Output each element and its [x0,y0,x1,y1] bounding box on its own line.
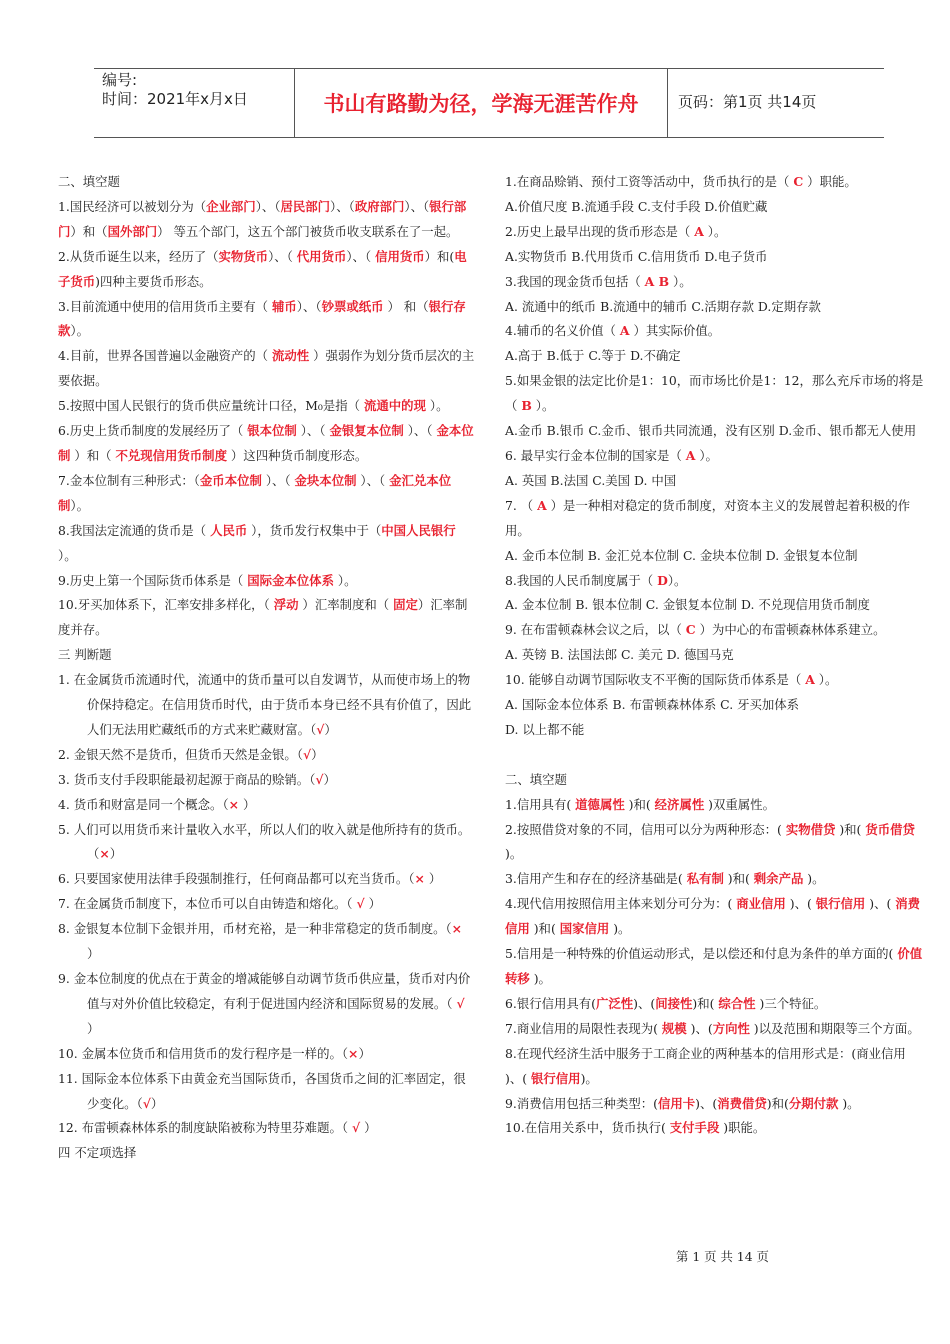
text-line: 9.历史上第一个国际货币体系是（ 国际金本位体系 ）。 [58,572,357,588]
text-line: 7.金本位制有三种形式：（金币本位制 ）、（ 金块本位制 ）、（ 金汇兑本位制）。 [58,472,452,513]
answer: A [619,323,630,339]
answer: √ [351,1120,361,1136]
text-line: 7. （ A ）是一种相对稳定的货币制度，对资本主义的发展曾起着积极的作用。 [505,497,910,538]
answer: √ [356,896,365,912]
answer: 国外部门 [107,223,158,239]
answer: √ [456,995,465,1011]
text-line: 3.我国的现金货币包括（ A B ）。 [505,273,692,289]
text-line: 9. 在布雷顿森林会议之后，以（ C ）为中心的布雷顿森林体系建立。 [505,622,886,638]
answer: 居民部门 [280,198,331,214]
answer: A [685,447,696,463]
answer: 剩余产品 [753,871,804,887]
answer: 经济属性 [654,796,705,812]
text-line: 2.从货币诞生以来，经历了（实物货币）、（ 代用货币）、（ 信用货币）和(电子货币)四种主要货币形态。 [58,248,467,289]
text-line: A.实物货币 B.代用货币 C.信用货币 D.电子货币 [505,248,768,264]
text-line: 三 判断题 [58,647,112,663]
text-line: 4. 货币和财富是同一个概念。（× ） [58,796,256,812]
text-line: 1.信用具有( 道德属性 )和( 经济属性 )双重属性。 [505,796,775,812]
header-motto: 书山有路勤为径，学海无涯苦作舟 [294,69,668,137]
page-header [94,68,884,138]
text-line: 5. 人们可以用货币来计量收入水平，所以人们的收入就是他所持有的货币。（×） [58,821,471,862]
text-line: 1.国民经济可以被划分为（企业部门）、（居民部门）、（政府部门）、（银行部门）和（国外部门） 等五个部门，这五个部门被货币收支联系在了一起。 [58,198,467,239]
text-line: D. 以上都不能 [505,721,585,737]
text-line: 6. 最早实行金本位制的国家是（ A ）。 [505,447,718,463]
text-line: A. 英国 B.法国 C.美国 D. 中国 [505,472,677,488]
answer: 规模 [661,1020,687,1036]
answer: √ [302,746,312,762]
text-line: 9.消费信用包括三种类型：(信用卡)、(消费借贷)和(分期付款 )。 [505,1095,860,1111]
header-page-info: 页码：第1页 共14页 [678,93,817,111]
text-line: 2.历史上最早出现的货币形态是（ A ）。 [505,223,727,239]
answer: 信用卡 [657,1095,696,1111]
text-line: 6. 只要国家使用法律手段强制推行，任何商品都可以充当货币。（× ） [58,871,442,887]
answer: 综合性 [718,995,756,1011]
text-line: A. 流通中的纸币 B.流通中的辅币 C.活期存款 D.定期存款 [505,298,821,314]
answer: × [228,796,240,812]
answer: × [348,1045,359,1061]
answer: C [685,622,696,638]
answer: 企业部门 [206,198,256,214]
answer: 实物货币 [218,248,269,264]
blank-line [505,743,925,768]
answer: 浮动 [273,597,299,613]
answer: × [414,871,425,887]
text-line: 8.我国法定流通的货币是（ 人民币 ），货币发行权集中于（中国人民银行 ）。 [58,522,456,563]
answer: 银行信用 [815,896,866,912]
answer: 金本位制 [58,423,474,463]
text-line: 5.如果金银的法定比价是1：10，而市场比价是1：12，那么充斥市场的将是（ B ）。 [505,373,924,414]
text-line: A.高于 B.低于 C.等于 D.不确定 [505,348,681,364]
answer: 价值转移 [505,946,923,986]
answer: √ [316,721,325,737]
text-line: 4.目前，世界各国普遍以金融资产的（ 流动性 ）强弱作为划分货币层次的主要依据。 [58,348,475,389]
text-line: 10.在信用关系中，货币执行( 支付手段 )职能。 [505,1120,766,1136]
text-line: 二、填空题 [505,771,567,787]
answer: A [537,497,547,513]
answer: 金币本位制 [199,472,262,488]
answer: √ [315,771,324,787]
answer: 信用货币 [375,248,425,264]
answer: 辅币 [272,298,297,314]
text-line: 2. 金银天然不是货币，但货币天然是金银。（√） [58,746,324,762]
text-line: 7.商业信用的局限性表现为( 规模 )、(方向性 )以及范围和期限等三个方面。 [505,1020,920,1036]
answer: 银行信用 [531,1070,581,1086]
text-line: 二、填空题 [58,174,120,189]
text-line: 1. 在金属货币流通时代，流通中的货币量可以自发调节，从而使市场上的物价保持稳定。在信用货币时代，由于货币本身已经不具有价值了，因此人们无法用贮藏纸币的方式来贮藏财富。（√） [58,672,472,737]
text-line: 10. 能够自动调节国际收支不平衡的国际货币体系是（ A ）。 [505,672,838,688]
answer: 不兑现信用货币制度 [115,447,227,463]
answer: 消费借贷 [717,1095,767,1111]
answer: 固定 [393,597,418,613]
answer: 广泛性 [596,995,634,1011]
answer: 流动性 [272,348,310,364]
left-column [58,170,476,1166]
text-line: 4.辅币的名义价值（ A ）其实际价值。 [505,323,721,339]
answer: × [99,846,110,862]
answer: C [793,174,804,189]
answer: 银行部门 [58,198,467,239]
text-line: 3.信用产生和存在的经济基础是( 私有制 )和( 剩余产品 )。 [505,871,825,887]
text-line: 6.历史上货币制度的发展经历了（ 银本位制 ）、（ 金银复本位制 ）、（ 金本位制 ）和（ 不兑现信用货币制度 ）这四种货币制度形态。 [58,423,474,463]
answer: 金汇兑本位制 [58,472,452,513]
answer: A [694,223,704,239]
text-line: A.金币 B.银币 C.金币、银币共同流通，没有区别 D.金币、银币都无人使用 [505,423,917,439]
text-line: 四 不定项选择 [58,1145,137,1161]
answer: 方向性 [712,1020,750,1036]
answer: 消费信用 [505,896,921,937]
answer: 实物借贷 [785,821,836,837]
answer: 代用货币 [296,248,347,264]
text-line: 11. 国际金本位体系下由黄金充当国际货币，各国货币之间的汇率固定，很少变化。（√） [58,1070,466,1111]
answer: A [805,672,815,688]
answer: 人民币 [210,522,248,538]
answer: 道德属性 [575,796,625,812]
answer: 私有制 [686,871,724,887]
answer: 间接性 [655,995,693,1011]
answer: 钞票或纸币 [321,298,384,314]
answer: D [657,572,668,588]
answer: 流通中的现 [364,398,426,414]
answer: 国际金本位体系 [247,572,334,588]
text-line: 12. 布雷顿森林体系的制度缺陷被称为特里芬难题。（ √ ） [58,1120,377,1136]
answer: 政府部门 [354,198,405,214]
text-line: 6.银行信用具有(广泛性)、(间接性)和( 综合性 )三个特征。 [505,995,827,1011]
answer: 金块本位制 [294,472,357,488]
text-line: 5.信用是一种特殊的价值运动形式，是以偿还和付息为条件的单方面的( 价值转移 )。 [505,946,923,986]
answer: 中国人民银行 [381,522,456,538]
text-line: 2.按照借贷对象的不同，信用可以分为两种形态：( 实物借贷 )和( 货币借贷 )。 [505,821,915,862]
text-line: 10.牙买加体系下，汇率安排多样化，（ 浮动 ）汇率制度和（ 固定）汇率制度并存。 [58,597,468,638]
text-line: A. 国际金本位体系 B. 布雷顿森林体系 C. 牙买加体系 [505,697,800,713]
text-line: 10. 金属本位货币和信用货币的发行程序是一样的。（×） [58,1045,371,1061]
text-line: 8.在现代经济生活中服务于工商企业的两种基本的信用形式是：(商业信用 )、( 银行信用)。 [505,1045,906,1086]
text-line: 7. 在金属货币制度下，本位币可以自由铸造和熔化。（ √ ） [58,896,381,912]
answer: 银行存款 [58,298,466,339]
text-line: 4.现代信用按照信用主体来划分可分为：( 商业信用 )、( 银行信用 )、( 消费信用 )和( 国家信用 )。 [505,896,921,937]
answer: 分期付款 [788,1095,839,1111]
text-line: 3.目前流通中使用的信用货币主要有（ 辅币）、（钞票或纸币 ） 和（银行存款）。 [58,298,466,339]
text-line: 8.我国的人民币制度属于（ D）。 [505,572,687,588]
text-line: A. 金币本位制 B. 金汇兑本位制 C. 金块本位制 D. 金银复本位制 [505,547,858,563]
right-column [505,170,925,1141]
answer: 电子货币 [58,248,467,289]
answer: 支付手段 [669,1120,720,1136]
page-footer: 第 1 页 共 14 页 [676,1249,769,1264]
answer: 国家信用 [559,921,610,937]
time-label: 时间：2021年x月x日 [102,90,248,108]
answer: 商业信用 [736,896,786,912]
text-line: 1.在商品赊销、预付工资等活动中，货币执行的是（ C ）职能。 [505,174,857,189]
number-label: 编号: [102,71,138,89]
answer: 银本位制 [247,423,297,439]
answer: 金银复本位制 [329,423,404,439]
text-line: 5.按照中国人民银行的货币供应量统计口径，M₀是指（ 流通中的现 ）。 [58,398,449,414]
answer: × [451,921,463,937]
text-line: A.价值尺度 B.流通手段 C.支付手段 D.价值贮藏 [505,198,768,214]
text-line: 3. 货币支付手段职能最初起源于商品的赊销。（√） [58,771,336,787]
text-line: A. 金本位制 B. 银本位制 C. 金银复本位制 D. 不兑现信用货币制度 [505,597,870,613]
answer: √ [142,1095,151,1111]
answer: B [521,398,532,414]
answer: 货币借贷 [865,821,915,837]
text-line: 9. 金本位制度的优点在于黄金的增减能够自动调节货币供应量，货币对内价值与对外价值比较稳定，有利于促进国内经济和国际贸易的发展。（ √ ） [58,971,471,1036]
answer: A B [644,273,670,289]
header-meta [102,71,292,109]
text-line: 8. 金银复本位制下金银并用，币材充裕，是一种非常稳定的货币制度。（× ） [58,921,463,962]
text-line: A. 英镑 B. 法国法郎 C. 美元 D. 德国马克 [505,647,734,663]
